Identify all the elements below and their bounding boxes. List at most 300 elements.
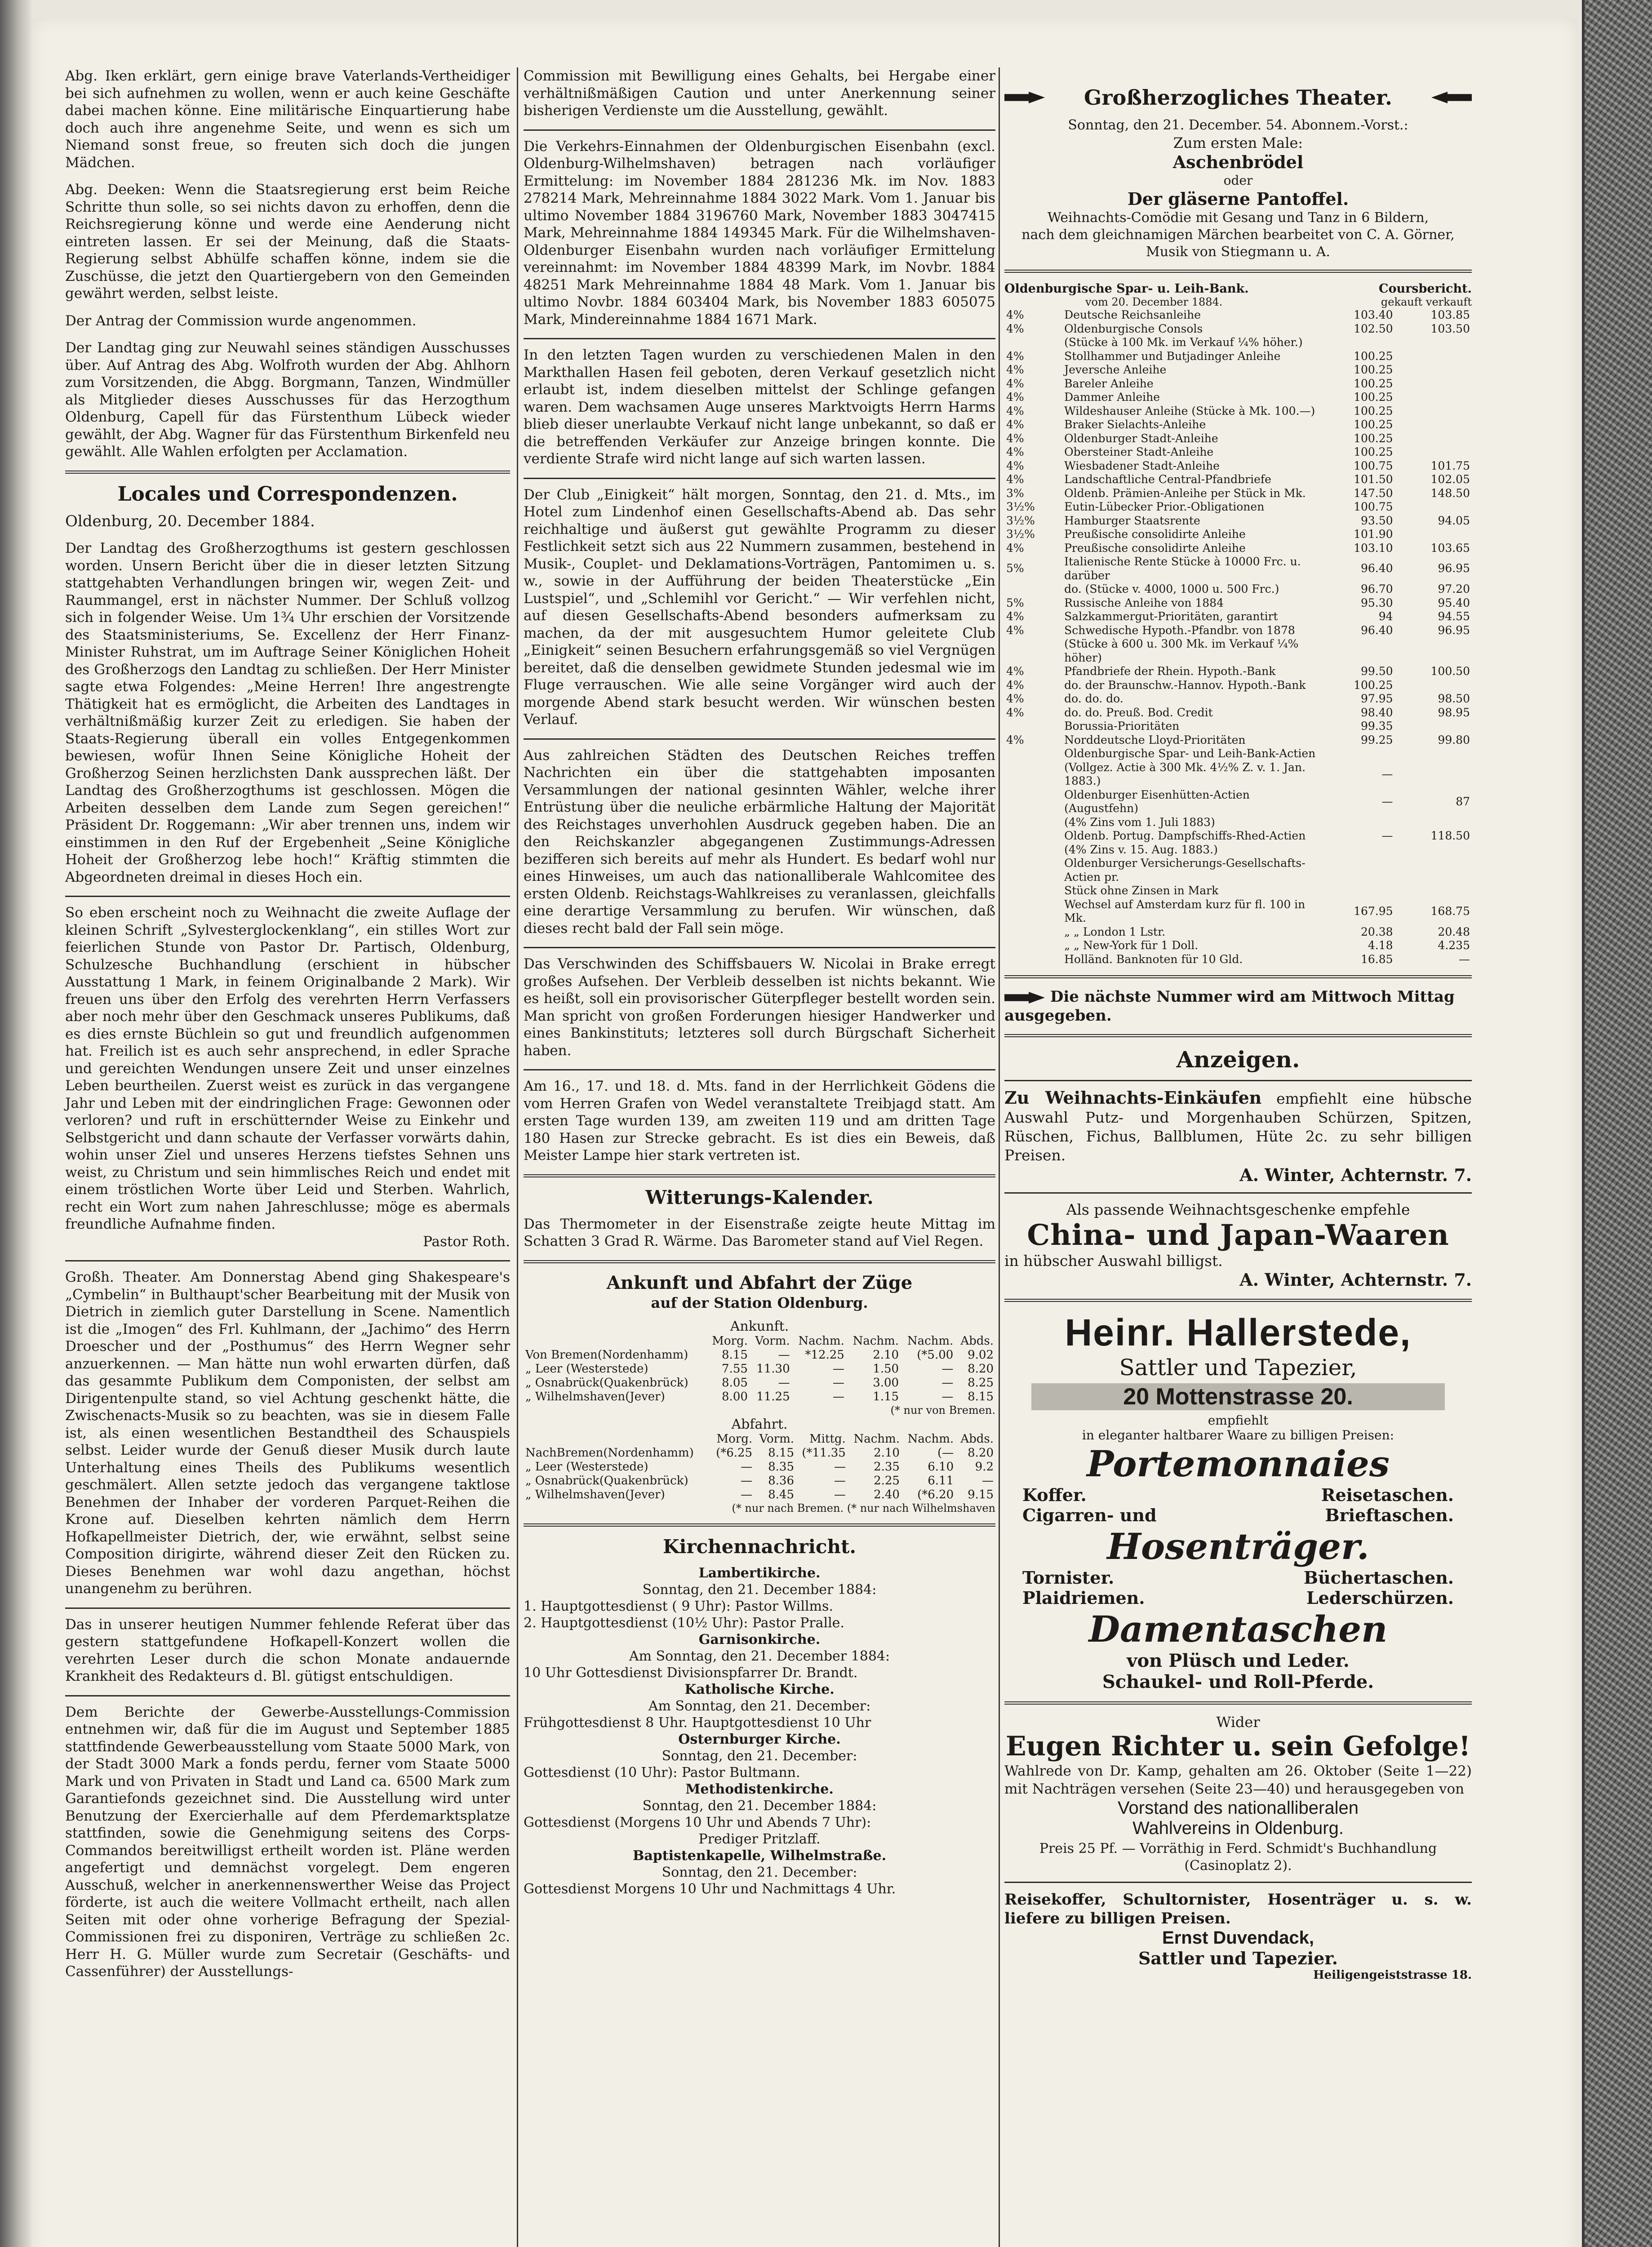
bank-cell: 4% [1006,733,1024,746]
bank-cell [1004,898,1062,925]
table-cell: (*11.35 [802,1446,846,1460]
church-heading: Kirchennachricht. [662,1535,857,1558]
column-right [1004,67,1472,1982]
bank-cell [1004,582,1062,596]
bank-cell: 4% [1006,363,1024,376]
bank-cell [1395,404,1472,418]
bank-cell: 3% [1006,486,1024,500]
bank-cell: 102.50 [1354,322,1393,335]
bank-cell: 4% [1006,431,1024,445]
bank-cell [1395,843,1472,857]
paragraph: Das Verschwinden des Schiffsbauers W. Nicolai in Brake erregt großes Aufsehen. Der Verbleib desselben ist nichts bekannt. Wie es heißt, soll ein provisorischer Güterpfleger bestellt worden sein. Man spricht von großen Forderungen hiesiger Handwerker und eines Bankinstituts; letzteres soll durch Bürgschaft Sicherheit haben. [524,956,995,1059]
ad-text: Wider [1216,1714,1260,1731]
bank-cell [1395,857,1472,884]
ad-product-title: Hosenträger. [1107,1525,1369,1568]
church-line: Sonntag, den 21. December 1884: [642,1798,877,1814]
bank-report-heading: Coursbericht. [1378,282,1472,296]
divider [524,1174,995,1177]
departures-note: (* nur nach Bremen. (* nur nach Wilhelmshaven [732,1501,995,1514]
church-line: Sonntag, den 21. December: [662,1864,857,1880]
bank-cell: 4% [1006,322,1024,335]
divider [1004,1034,1472,1037]
table-cell: 2.35 [874,1460,900,1474]
bank-cell [1004,939,1062,953]
ad-text: Wahlrede von Dr. Kamp, gehalten am 26. Oktober (Seite 1—22) mit Nachträgen versehen (Seite 23—40) und herausgegeben von [1004,1763,1472,1797]
church-line: Gottesdienst Morgens 10 Uhr und Nachmittags 4 Uhr. [524,1881,896,1897]
ad-item: Plaidriemen. [1022,1588,1145,1608]
table-header-cell: Vorm. [755,1334,790,1348]
paragraph: Aus zahlreichen Städten des Deutschen Reiches treffen Nachrichten ein über die stattgehabten imposanten Versammlungen der national gesinnten Wähler, welche ihrer Entrüstung über die neuliche erbärmliche Haltung der Majorität des Reichstages unverhohlen Ausdruck gegeben haben. Die an den Reichskanzler abgegangenen Zustimmungs-Adressen bezifferen sich bereits auf mehr als Hundert. Es bedarf wohl nur eines Hinweises, um auch das nationalliberale Wahlcomitee des ersten Oldenb. Reichstags-Wahlkreises zu veranlassen, gleichfalls eine derartige Versammlung zu berufen. Wir wünschen, daß dieses recht bald der Fall sein möge. [524,747,995,937]
table-cell: — [834,1488,846,1501]
column-rule [517,67,518,2247]
pointing-hand-icon [1004,92,1045,103]
church-line: Gottesdienst (10 Uhr): Pastor Bultmann. [524,1764,800,1781]
table-cell: 8.15 [768,1446,794,1460]
bank-cell [1004,816,1062,830]
bank-row [1004,788,1472,816]
ad-product-title: Portemonnaies [1087,1443,1390,1485]
table-cell: 8.35 [768,1460,794,1474]
bank-row [1004,377,1472,391]
bank-cell: Oldenburgische Spar- und Leih-Bank-Actien [1064,747,1316,760]
bank-cell: 4% [1006,623,1024,637]
bank-row [1004,719,1472,733]
bank-cell: 147.50 [1354,486,1393,500]
table-cell: 8.25 [968,1376,994,1390]
table-cell: 9.2 [975,1460,994,1474]
ad-text: empfiehlt eine hübsche Auswahl Putz- und Morgenhauben Schürzen, Spitzen, Rüschen, Fichus, Ballblumen, Hüte 2c. zu sehr billigen Preisen. [1004,1090,1472,1164]
ad-signature: A. Winter, Achternstr. 7. [1239,1270,1472,1290]
bank-cell: Holländ. Banknoten für 10 Gld. [1064,952,1243,966]
bank-cell: 103.65 [1430,541,1470,555]
divider [1004,1882,1472,1883]
bank-cell: Salzkammergut-Prioritäten, garantirt [1064,610,1278,623]
ad-item: Koffer. [1022,1485,1087,1505]
table-header-cell: Vorm. [759,1432,794,1446]
bank-row [1004,747,1472,761]
bank-cell: 97.20 [1438,582,1470,595]
paragraph: Großh. Theater. Am Donnerstag Abend ging Shakespeare's „Cymbelin“ in Bulthaupt'scher Bearbeitung mit der Musik von Dietrich in ziemlich guter Darstellung in Scene. Namentlich ist die „Imogen“ des Frl. Kuhlmann, der „Jachimo“ des Herrn Droescher und der „Posthumus“ des Herrn Wegner sehr anzuerkennen. — Man hätte nun wohl erwarten dürfen, daß das gesammte Publikum dem Componisten, der selbst am Dirigentenpulte stand, so viel Achtung geschenkt hätte, die Zwischenacts-Musik so zu beachten, was sie in diesem Falle ist, als einen wesentlichen Bestandtheil des Schauspiels selbst. Leider wurde der Genuß dieser Musik durch laute Unterhaltung eines Theils des Publikums wesentlich geschmälert. Allen setzte jedoch das vergangene taktlose Benehmen der Inhaber der vorderen Parquet-Reihen die Krone auf. Dieselben kehrten nämlich dem Herrn Hofkapellmeister Dietrich, der, wie erwähnt, selbst seine Composition dirigirte, während dieser Zeit den Rücken zu. Dieses Benehmen war wohl dazu angethan, höchst unangenehm zu berühren. [65,1269,510,1597]
bank-cell [1395,500,1472,514]
table-cell: 3.00 [873,1376,899,1390]
bank-cell [1395,747,1472,761]
table-cell: 11.30 [756,1362,790,1376]
bank-cell: 98.95 [1438,706,1470,719]
divider [1004,1080,1472,1081]
bank-cell [1004,747,1062,761]
divider [65,896,510,897]
bank-row [1004,418,1472,432]
theater-line: Sonntag, den 21. December. 54. Abonnem.-Vorst.: [1068,117,1408,133]
table-cell: — [741,1460,753,1474]
bank-cell [1395,336,1472,350]
bank-row [1004,706,1472,720]
bank-cell: Dammer Anleihe [1064,391,1160,404]
bank-cell [1395,816,1472,830]
bank-cell: Wiesbadener Stadt-Anleihe [1064,459,1220,472]
table-header-cell: Morg. [716,1432,753,1446]
bank-cell: Oldenburgische Consols [1064,322,1203,335]
table-cell: — [741,1488,753,1501]
table-row [524,1488,995,1502]
column-middle [524,67,995,1897]
bank-row [1004,404,1472,418]
bank-cell: 95.30 [1360,596,1393,609]
table-header-cell: Nachm. [907,1432,954,1446]
table-cell: 8.36 [768,1474,794,1488]
bank-cell: do. der Braunschw.-Hannov. Hypoth.-Bank [1064,678,1306,692]
bank-cell: 4% [1006,706,1024,719]
bank-cell: Russische Anleihe von 1884 [1064,596,1224,609]
paragraph: Abg. Deeken: Wenn die Staatsregierung erst beim Reiche Schritte thun solle, so sei nichts davon zu erhoffen, denn die Reichsregierung könne und werde eine Aenderung nicht eintreten lassen. Er sei der Meinung, daß die Staats-Regierung selbst Abhülfe schaffen könne, indem sie die Zuschüsse, die jetzt den Quartiergebern von den Gemeinden gewährt werden, selbst leiste. [65,182,510,302]
table-cell: 2.10 [873,1348,899,1362]
ad-text: in eleganter haltbarer Waare zu billigen Preisen: [1082,1428,1394,1443]
bank-cell: 100.25 [1354,363,1393,376]
church-line: 1. Hauptgottesdienst ( 9 Uhr): Pastor Willms. [524,1598,833,1614]
bank-cell: Oldenburger Stadt-Anleihe [1064,431,1218,445]
divider [524,947,995,948]
bank-cell [1004,637,1062,665]
bank-cell: Jeversche Anleihe [1064,363,1167,376]
table-cell: 6.11 [928,1474,954,1488]
signature: Pastor Roth. [423,1233,510,1250]
bank-cell: (Stücke à 100 Mk. im Verkauf ¼% höher.) [1064,336,1303,349]
bank-cell: 100.75 [1354,500,1393,513]
bank-cell: 100.25 [1354,678,1393,692]
divider [1004,1192,1472,1194]
table-cell: — [941,1390,954,1403]
table-cell: — [778,1376,790,1390]
bank-cell [1395,637,1472,665]
bank-cell: 103.85 [1430,308,1470,321]
bank-row [1004,555,1472,582]
table-cell: 2.25 [874,1474,900,1488]
table-cell: 8.45 [768,1488,794,1501]
paragraph: Abg. Iken erklärt, gern einige brave Vaterlands-Vertheidiger bei sich aufnehmen zu wollen, wenn er auch keine Geschäfte dabei machen könne. Eine militärische Einquartierung habe doch auch ihre angenehme Seite, und wenn es sich um Niemand sonst freue, so freuten sich doch die jungen Mädchen. [65,68,510,171]
bank-cell: Italienische Rente Stücke à 10000 Frc. u. darüber [1064,555,1301,582]
ad-signature: A. Winter, Achternstr. 7. [1239,1165,1472,1185]
table-cell: 11.25 [756,1390,790,1403]
bank-cell: (Vollgez. Actie à 300 Mk. 4½% Z. v. 1. Jan. 1883.) [1064,760,1306,787]
bank-cell: 99.25 [1360,733,1393,746]
bank-cell: — [1381,829,1393,842]
table-row [524,1376,995,1390]
bank-cell: 100.25 [1354,431,1393,445]
bank-cell: 93.50 [1360,514,1393,527]
bank-cell: Braker Sielachts-Anleihe [1064,418,1206,431]
bank-row [1004,350,1472,364]
ad-china-title: China- und Japan-Waaren [1027,1218,1449,1252]
bank-cell [1395,679,1472,693]
ad-winter-1 [1004,1088,1472,1165]
bank-cell: „ „ London 1 Lstr. [1064,925,1166,938]
bank-row [1004,322,1472,336]
bank-row [1004,445,1472,459]
bank-row [1004,459,1472,473]
theater-line: oder [1223,173,1253,188]
bank-cell [1318,336,1394,350]
bank-cell: Norddeutsche Lloyd-Prioritäten [1064,733,1246,746]
bank-cell [1395,445,1472,459]
ad-duvendack-text: Reisekoffer, Schultornister, Hosenträger u. s. w. liefere zu billigen Preisen. [1004,1891,1472,1927]
ad-item: Lederschürzen. [1306,1588,1454,1608]
paragraph: In den letzten Tagen wurden zu verschiedenen Malen in den Markthallen Hasen feil geboten, deren Verkauf gesetzlich nicht erlaubt ist, indem dieselben mittelst der Schlinge gefangen waren. Dem wachsamen Auge unseres Marktvoigts Herrn Harms blieb dieser unerlaubte Verkauf nicht lange unbekannt, so daß er die betreffenden Verkäufer zur Anzeige bringen konnte. Die verdiente Strafe wird nicht lange auf sich warten lassen. [524,347,995,467]
bank-cell: 4% [1006,610,1024,623]
bank-cell: 118.50 [1430,829,1470,842]
table-cell: Von Bremen(Nordenhamm) [525,1348,688,1362]
divider [524,129,995,131]
bank-cell: 96.40 [1360,623,1393,637]
bank-cell [1004,857,1062,884]
bank-cell [1004,884,1062,898]
ad-item: Reisetaschen. [1321,1485,1454,1505]
theater-line: Aschenbrödel [1172,152,1304,172]
arrivals-note: (* nur von Bremen. [890,1403,995,1417]
bank-cell: Oldenb. Prämien-Anleihe per Stück in Mk. [1064,486,1306,500]
church-line: Am Sonntag, den 21. December 1884: [629,1648,890,1664]
bank-row [1004,432,1472,446]
train-subheading: auf der Station Oldenburg. [651,1294,868,1311]
bank-cell [1318,637,1394,665]
next-issue-notice [1004,987,1472,1025]
table-cell: — [941,1362,954,1376]
bank-cell: 4% [1006,459,1024,472]
ad-richter-title: Eugen Richter u. sein Gefolge! [1005,1731,1471,1762]
bank-cell: 4% [1006,308,1024,321]
table-header-cell [524,1334,706,1348]
bank-cell: Borussia-Prioritäten [1064,719,1180,733]
bank-cell: 148.50 [1430,486,1470,500]
table-header-cell: Nachm. [907,1334,954,1348]
table-cell: 6.10 [928,1460,954,1474]
theater-program [1004,117,1472,261]
table-row [524,1362,995,1376]
church-name: Lambertikirche. [698,1565,821,1581]
bank-row [1004,473,1472,487]
bank-cell [1395,391,1472,404]
bank-cell: 101.90 [1354,528,1393,541]
bank-cell: 4% [1006,377,1024,390]
bank-cell: Deutsche Reichsanleihe [1064,308,1201,321]
theater-line: Zum ersten Male: [1173,134,1303,151]
bank-row [1004,829,1472,843]
bank-cell: (Stücke à 600 u. 300 Mk. im Verkauf ¼% höher) [1064,637,1299,664]
table-cell: 8.00 [722,1390,748,1403]
ad-intro: Als passende Weihnachtsgeschenke empfehle [1066,1201,1410,1218]
table-cell: 8.20 [968,1362,994,1376]
bank-cell: 4% [1006,349,1024,363]
ad-item: Büchertaschen. [1303,1568,1454,1588]
church-name: Osternburger Kirche. [678,1731,841,1747]
table-cell: 2.40 [874,1488,900,1501]
table-cell: 8.15 [968,1390,994,1403]
theater-line: nach dem gleichnamigen Märchen bearbeitet von C. A. Görner, [1021,227,1455,243]
ad-text: empfiehlt [1208,1413,1269,1428]
weather-report: Das Thermometer in der Eisenstraße zeigte heute Mittag im Schatten 3 Grad R. Wärme. Das Barometer stand auf Viel Regen. [524,1216,995,1249]
bank-cell [1395,377,1472,391]
bank-cell: 4% [1006,391,1024,404]
bank-cell: 97.95 [1360,692,1393,705]
bank-cell: Schwedische Hypoth.-Pfandbr. von 1878 [1064,623,1295,637]
table-cell: „ Wilhelmshaven(Jever) [525,1390,665,1403]
bank-cell: 4% [1006,541,1024,555]
bank-row [1004,665,1472,679]
bank-cell: Oldenb. Portug. Dampfschiffs-Rhed-Actien [1064,829,1306,842]
table-cell: „ Osnabrück(Quakenbrück) [525,1376,688,1390]
table-header-cell: Nachm. [798,1334,844,1348]
bank-cell: 20.38 [1360,925,1393,938]
table-cell: 2.10 [874,1446,900,1460]
table-row [524,1446,995,1460]
bank-cell: 99.80 [1438,733,1470,746]
bank-cell: 96.70 [1360,582,1393,595]
bank-date: vom 20. December 1884. [1085,296,1223,308]
bank-cell: Oldenburger Versicherungs-Gesellschafts-Actien pr. [1064,857,1306,884]
bank-row [1004,733,1472,747]
bank-row [1004,610,1472,624]
bank-cell [1395,719,1472,733]
bank-cell: Bareler Anleihe [1064,377,1154,390]
table-row [524,1474,995,1488]
bank-cell [1318,843,1394,857]
bank-cell: 103.10 [1354,541,1393,555]
paragraph: Der Landtag des Großherzogthums ist gestern geschlossen worden. Unsern Bericht über die in dieser letzten Sitzung stattgehabten Verhandlungen bringen wir, wegen Zeit- und Raummangel, erst in nächster Nummer. Der Schluß vollzog sich in folgender Weise. Um 1¾ Uhr erschien der Vorsitzende des Staatsministeriums, Se. Excellenz der Herr Finanz-Minister Ruhstrat, um im Auftrage Seiner Königlichen Hoheit des Großherzogs den Landtag zu schließen. Der Herr Minister sagte etwa Folgendes: „Meine Herren! Ihre angestrengte Thätigkeit hat es ermöglicht, die Arbeiten des Landtages in verhältnißmäßig kurzer Zeit zu erledigen. Sie haben der Staats-Regierung überall ein volles Entgegenkommen bewiesen, wofür Ihnen Seine Königliche Hoheit der Großherzog Seinen herzlichsten Dank aussprechen läßt. Der Landtag des Großherzogthums ist geschlossen. Mögen die Arbeiten desselben dem Lande zum Segen gereichen!“ Präsident Dr. Roggemann: „Wir aber trennen uns, indem wir einstimmen in den Ruf der Ergebenheit „Seine Königliche Hoheit der Großherzog lebe hoch!“ Kräftig stimmten die Abgeordneten dreimal in dieses Hoch ein. [65,540,510,885]
bank-cell: 4% [1006,404,1024,417]
bank-cell: 100.25 [1354,445,1393,458]
bank-cell: 99.50 [1360,665,1393,678]
divider [1004,975,1472,978]
bank-row [1004,925,1472,939]
ads-heading: Anzeigen. [1176,1046,1300,1073]
divider [524,478,995,479]
table-header-cell [524,1432,711,1446]
bank-cell: 4.18 [1368,939,1393,952]
divider [1004,1701,1472,1705]
table-cell: (— [937,1446,954,1460]
table-cell: (*5.00 [917,1348,954,1362]
divider [1004,270,1472,273]
divider [65,471,510,474]
table-header-cell: Morg. [712,1334,748,1348]
bank-cell: — [1381,795,1393,808]
ad-address: Heiligengeiststrasse 18. [1313,1968,1472,1982]
col-sold: verkauft [1426,296,1472,308]
bank-cell: Eutin-Lübecker Prior.-Obligationen [1064,500,1265,513]
bank-row [1004,500,1472,514]
bank-cell: 4% [1006,473,1024,486]
bank-cell: 4% [1006,665,1024,678]
bank-cell: — [1381,767,1393,781]
bank-cell: 98.40 [1360,706,1393,719]
divider [524,1069,995,1070]
bank-cell [1004,719,1062,733]
table-row [524,1460,995,1474]
section-heading: Locales und Correspondenzen. [117,482,458,506]
bank-cell: 100.25 [1354,418,1393,431]
bank-cell: „ „ New-York für 1 Doll. [1064,939,1199,952]
bank-cell: 100.25 [1354,391,1393,404]
bank-row [1004,898,1472,925]
divider [65,1608,510,1609]
bank-cell: 101.50 [1354,473,1393,486]
bank-row [1004,939,1472,953]
ad-hallerstede-sub: Sattler und Tapezier, [1119,1354,1357,1381]
bank-cell [1318,857,1394,884]
bank-cell [1318,747,1394,761]
train-heading: Ankunft und Abfahrt der Züge [606,1272,913,1293]
table-cell: NachBremen(Nordenhamm) [525,1446,694,1460]
bank-row [1004,363,1472,377]
divider [524,1523,995,1527]
bank-cell: 94.55 [1438,610,1470,623]
column-rule [999,67,1000,2247]
bank-cell [1004,843,1062,857]
bank-row [1004,336,1472,350]
bank-row [1004,514,1472,528]
bank-cell: 100.25 [1354,377,1393,390]
table-header-cell: Mittg. [809,1432,846,1446]
bank-cell: 4% [1006,678,1024,692]
bank-cell: 3½% [1006,500,1035,513]
bank-cell: 168.75 [1430,904,1470,918]
table-cell: 8.15 [722,1348,748,1362]
church-name: Katholische Kirche. [684,1681,835,1697]
dateline: Oldenburg, 20. December 1884. [65,512,315,530]
paragraph: Der Landtag ging zur Neuwahl seines ständigen Ausschusses über. Auf Antrag des Abg. Wolfroth wurden der Abg. Ahlhorn zum Vorsitzenden, die Abgg. Borgmann, Tanzen, Windmüller als Mitglieder dieses Ausschusses für das Herzogthum Oldenburg, Capell für das Fürstenthum Lübeck wieder gewählt, der Abg. Wagner für das Fürstenthum Birkenfeld neu gewählt. Alle Wahlen erfolgten per Acclamation. [65,340,510,460]
paragraph: Der Club „Einigkeit“ hält morgen, Sonntag, den 21. d. Mts., im Hotel zum Lindenhof einen Gesellschafts-Abend ab. Das sehr reichhaltige und äußerst gut gewählte Programm zu dieser Festlichkeit setzt sich aus 22 Nummern zusammen, bestehend in Musik-, Couplet- und Deklamations-Vorträgen, Pantomimen u. s. w., sowie in der Aufführung der beiden Theaterstücke „Ein Lustspiel“, und „Schlemihl vor Gericht.“ — Wir verfehlen nicht, auf diesen Gesellschafts-Abend besonders aufmerksam zu machen, da der mit ausgesuchtem Humor geleitete Club „Einigkeit“ seinen Besuchern erfahrungsgemäß so viel Vergnügen bereitet, daß die denselben gewidmete Stunden jedesmal wie im Fluge verrauschen. Wie alle seine Vorgänger wird auch der morgende Abend stark besucht werden. Wir wünschen besten Verlauf. [524,486,995,728]
bank-row [1004,308,1472,322]
bank-row [1004,816,1472,830]
church-line: Sonntag, den 21. December 1884: [642,1581,877,1598]
table-cell: 8.05 [722,1376,748,1390]
church-line: Sonntag, den 21. December: [662,1748,857,1764]
arrivals-label: Ankunft. [730,1318,789,1334]
bank-cell: Preußische consolidirte Anleihe [1064,541,1246,555]
divider [65,1695,510,1696]
departures-label: Abfahrt. [731,1416,788,1432]
bank-cell: Stollhammer und Butjadinger Anleihe [1064,349,1281,363]
bank-cell: 100.25 [1354,404,1393,417]
bank-cell [1318,816,1394,830]
ad-text: Preis 25 Pf. — Vorräthig in Ferd. Schmidt's Buchhandlung (Casinoplatz 2). [1039,1841,1437,1874]
bank-cell: 3½% [1006,528,1035,541]
table-header-row [524,1432,995,1446]
bank-row [1004,761,1472,788]
ad-product-title: Damentaschen [1088,1608,1388,1650]
paragraph: Der Antrag der Commission wurde angenommen. [65,312,417,329]
bank-cell [1004,925,1062,939]
table-cell: „ Leer (Westerstede) [525,1362,648,1376]
bank-cell: 96.95 [1438,623,1470,637]
church-line: 2. Hauptgottesdienst (10½ Uhr): Pastor Pralle. [524,1615,844,1631]
bank-cell: Wildeshauser Anleihe (Stücke à Mk. 100.—) [1064,404,1315,417]
bank-row [1004,582,1472,596]
bank-cell: 94 [1378,610,1393,623]
ad-text: in hübscher Auswahl billigst. [1004,1252,1223,1270]
table-header-cell: Nachm. [853,1334,899,1348]
ad-item: von Plüsch und Leder. [1127,1650,1350,1671]
theater-line: Musik von Stiegmann u. A. [1146,244,1330,260]
notice-text: Die nächste Nummer wird am Mittwoch Mittag ausgegeben. [1004,988,1455,1025]
church-line: Gottesdienst (Morgens 10 Uhr und Abends 7 Uhr): [524,1814,871,1830]
theater-line: Weihnachts-Comödie mit Gesang und Tanz in 6 Bildern, [1047,210,1429,226]
table-cell: (*6.25 [716,1446,753,1460]
bank-row [1004,487,1472,501]
bank-cell: 98.50 [1438,692,1470,705]
column-left [65,67,510,1990]
bank-cell: 20.48 [1438,925,1470,938]
bank-cell [1395,432,1472,446]
